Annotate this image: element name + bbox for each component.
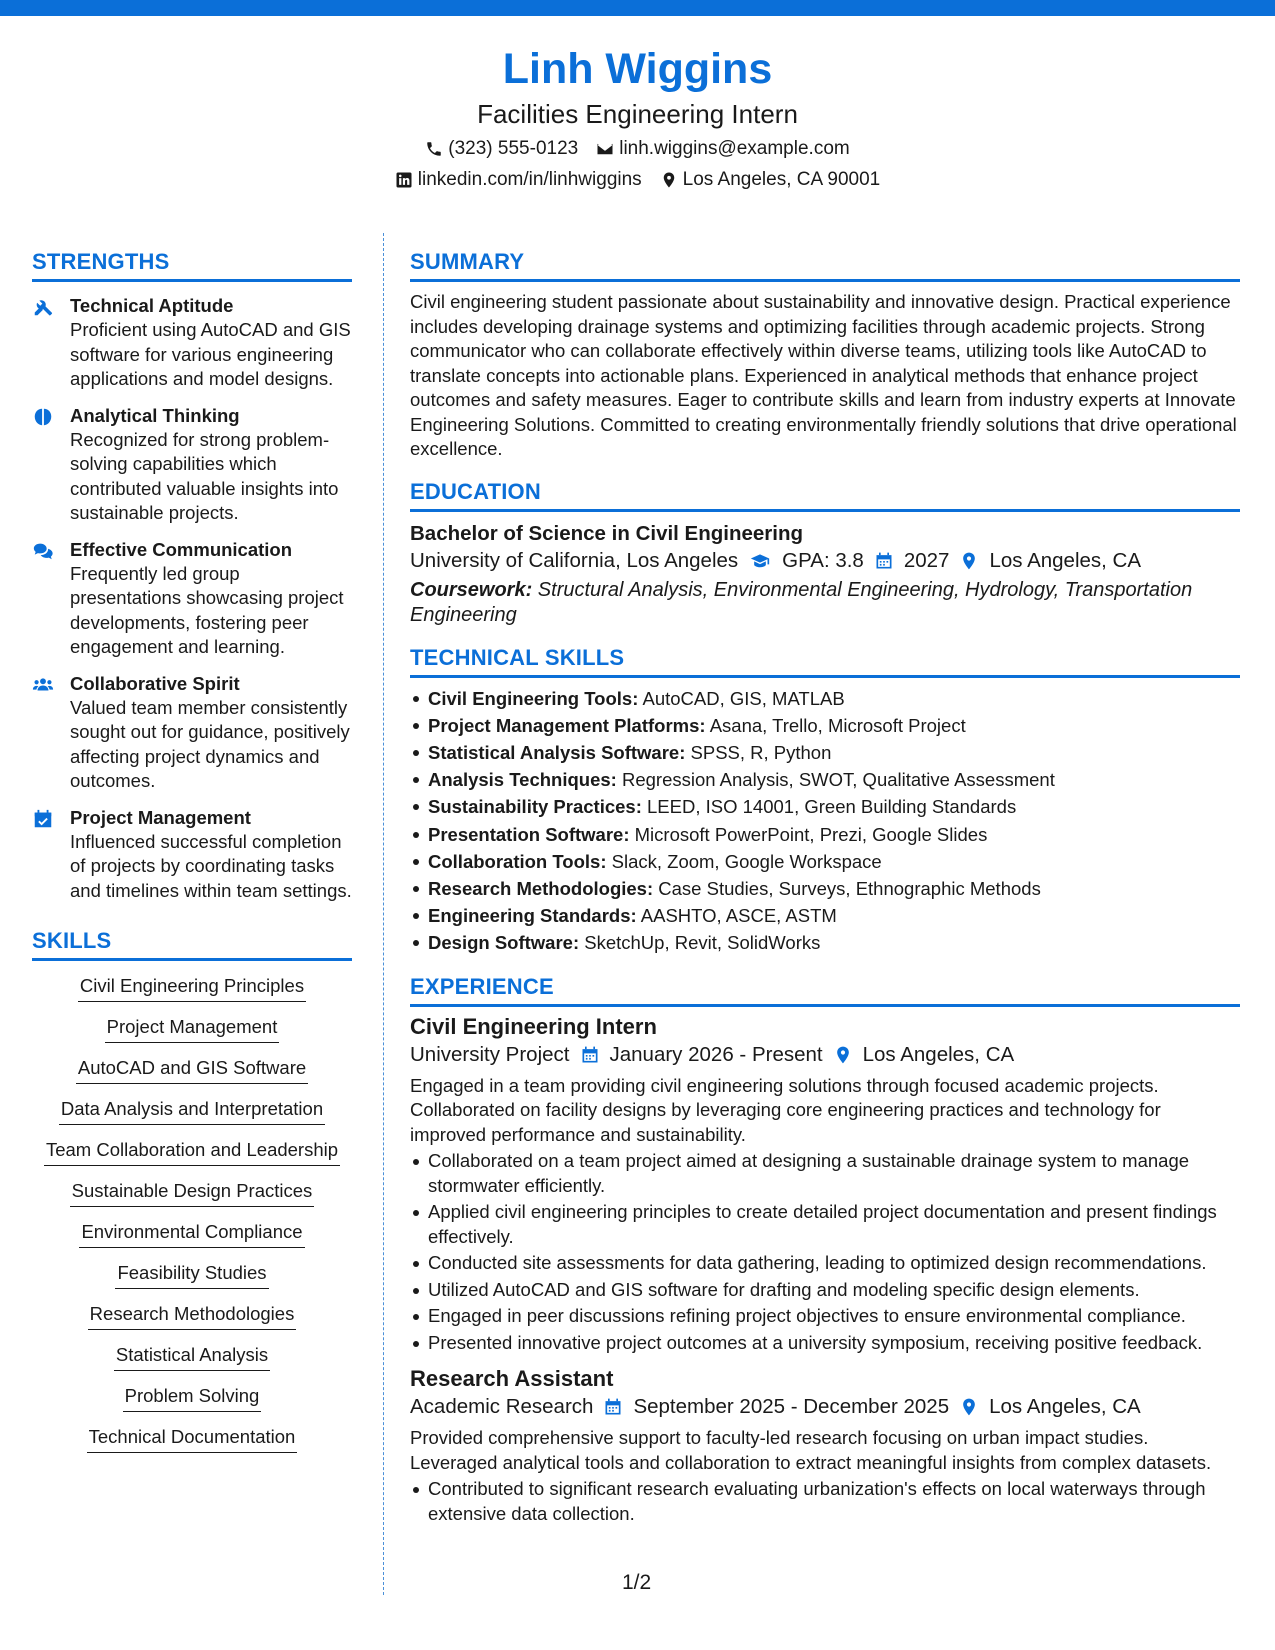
strength-item bbox=[32, 294, 352, 392]
skill-item bbox=[32, 1056, 352, 1084]
skill-label: Data Analysis and Interpretation bbox=[59, 1097, 325, 1125]
tech-skill-value: AASHTO, ASCE, ASTM bbox=[636, 905, 837, 927]
skill-item bbox=[32, 1425, 352, 1453]
skill-label: AutoCAD and GIS Software bbox=[76, 1056, 308, 1084]
tech-skill-value: Case Studies, Surveys, Ethnographic Methods bbox=[653, 877, 1041, 899]
tools-icon bbox=[32, 294, 70, 392]
tech-skill-label: Statistical Analysis Software: bbox=[428, 741, 686, 763]
location-contact bbox=[660, 167, 881, 193]
strength-title: Collaborative Spirit bbox=[70, 672, 240, 694]
technical-skills-list bbox=[410, 685, 1240, 957]
strength-item bbox=[32, 404, 352, 526]
skill-label: Environmental Compliance bbox=[79, 1220, 304, 1248]
job-description: Engaged in a team providing civil engineering solutions through focused academic projects. Collaborated on facility designs by leveraging core engineering practices and technology for improved performance and sustainability. bbox=[410, 1074, 1161, 1145]
job-bullet: Contributed to significant research evaluating urbanization's effects on local waterways through extensive data collection. bbox=[410, 1477, 1240, 1526]
degree-title: Bachelor of Science in Civil Engineering bbox=[410, 521, 804, 545]
gpa-text: GPA: 3.8 bbox=[782, 548, 864, 572]
skill-item bbox=[32, 1097, 352, 1125]
job-location: Los Angeles, CA bbox=[862, 1042, 1015, 1066]
technical-skills-heading: TECHNICAL SKILLS bbox=[410, 644, 1240, 678]
job-meta bbox=[410, 1393, 1240, 1421]
summary-text: Civil engineering student passionate about sustainability and innovative design. Practical experience includes developing drainage systems and optimizing facilities through academic projects. Strong communicator who can collaborate effectively within diverse teams, utilizing tools like AutoCAD to translate concepts into actionable plans. Experienced in analytical methods that enhance project outcomes and safety measures. Eager to contribute skills and learn from industry experts at Innovate Engineering Solutions. Committed to creating environmentally friendly solutions that drive operational excellence. bbox=[410, 291, 1237, 459]
strength-description: Frequently led group presentations showcasing project developments, fostering peer engagement and learning. bbox=[70, 562, 344, 657]
job-bullets bbox=[410, 1477, 1240, 1526]
calendar-icon bbox=[580, 1045, 600, 1065]
tech-skill-value: SPSS, R, Python bbox=[685, 741, 832, 763]
tech-skill-label: Collaboration Tools: bbox=[428, 850, 607, 872]
strength-title: Technical Aptitude bbox=[70, 295, 234, 316]
skill-label: Statistical Analysis bbox=[114, 1343, 270, 1371]
strengths-heading: STRENGTHS bbox=[32, 248, 352, 282]
tech-skill-label: Design Software: bbox=[428, 932, 580, 954]
job-entry bbox=[410, 1365, 1240, 1526]
tech-skill-value: Slack, Zoom, Google Workspace bbox=[606, 850, 882, 872]
skill-item bbox=[32, 1015, 352, 1043]
tech-skill-item bbox=[410, 712, 1240, 739]
strength-item bbox=[32, 672, 352, 794]
map-pin-icon bbox=[959, 1397, 979, 1417]
job-dates: January 2026 - Present bbox=[609, 1042, 823, 1066]
strength-title: Effective Communication bbox=[70, 538, 293, 560]
job-bullet: Collaborated on a team project aimed at designing a sustainable drainage system to manage stormwater efficiently. bbox=[410, 1149, 1240, 1198]
skill-label: Feasibility Studies bbox=[115, 1261, 268, 1289]
tech-skill-item bbox=[410, 766, 1240, 793]
strength-item bbox=[32, 806, 352, 904]
tech-skill-item bbox=[410, 902, 1240, 929]
tech-skill-item bbox=[410, 739, 1240, 766]
job-bullet: Applied civil engineering principles to create detailed project documentation and present findings effectively. bbox=[410, 1200, 1240, 1249]
candidate-name: Linh Wiggins bbox=[502, 45, 773, 93]
strength-description: Proficient using AutoCAD and GIS software for various engineering applications and model designs. bbox=[70, 319, 351, 389]
strength-title: Analytical Thinking bbox=[70, 404, 240, 426]
job-meta bbox=[410, 1041, 1240, 1069]
job-bullet: Utilized AutoCAD and GIS software for drafting and modeling specific design elements. bbox=[410, 1278, 1240, 1303]
phone-text: (323) 555-0123 bbox=[448, 138, 579, 159]
right-column bbox=[410, 248, 1240, 1526]
tech-skill-item bbox=[410, 821, 1240, 848]
skills-list bbox=[32, 974, 352, 1453]
job-organization: University Project bbox=[410, 1042, 570, 1066]
job-position: Civil Engineering Intern bbox=[410, 1013, 657, 1039]
job-description: Provided comprehensive support to faculty-led research focusing on urban impact studies. Leveraged analytical tools and collaboration to extract meaningful insights from complex datasets. bbox=[410, 1427, 1212, 1473]
tech-skill-label: Sustainability Practices: bbox=[428, 796, 642, 818]
email-text: linh.wiggins@example.com bbox=[619, 138, 850, 159]
experience-heading: EXPERIENCE bbox=[410, 973, 1240, 1007]
skill-item bbox=[32, 974, 352, 1002]
education-meta bbox=[410, 547, 1240, 575]
job-organization: Academic Research bbox=[410, 1395, 594, 1419]
map-pin-icon bbox=[959, 551, 979, 571]
map-pin-icon bbox=[833, 1045, 853, 1065]
strength-description: Valued team member consistently sought out for guidance, positively affecting project dynamics and outcomes. bbox=[70, 696, 350, 791]
school-name: University of California, Los Angeles bbox=[410, 548, 739, 572]
resume-header bbox=[0, 42, 1275, 193]
tech-skill-label: Civil Engineering Tools: bbox=[428, 687, 639, 709]
job-entry bbox=[410, 1013, 1240, 1356]
envelope-icon bbox=[596, 140, 614, 158]
skill-item bbox=[32, 1343, 352, 1371]
coursework-label: Coursework: bbox=[410, 578, 533, 601]
job-bullet: Conducted site assessments for data gathering, leading to optimized design recommendations. bbox=[410, 1251, 1240, 1276]
skill-label: Technical Documentation bbox=[87, 1425, 298, 1453]
email-contact[interactable] bbox=[596, 136, 850, 162]
skill-item bbox=[32, 1384, 352, 1412]
tech-skill-item bbox=[410, 929, 1240, 956]
tech-skill-item bbox=[410, 793, 1240, 820]
summary-heading: SUMMARY bbox=[410, 248, 1240, 282]
coursework bbox=[410, 578, 1240, 628]
skill-item bbox=[32, 1179, 352, 1207]
column-divider bbox=[383, 233, 384, 1595]
skill-item bbox=[32, 1261, 352, 1289]
contact-row-1 bbox=[0, 136, 1275, 162]
job-bullets bbox=[410, 1149, 1240, 1355]
coursework-list: Structural Analysis, Environmental Engineering, Hydrology, Transportation Engineering bbox=[410, 578, 1193, 626]
linkedin-contact[interactable] bbox=[395, 167, 642, 193]
strength-item bbox=[32, 538, 352, 660]
map-pin-icon bbox=[660, 171, 678, 189]
skills-heading: SKILLS bbox=[32, 927, 352, 961]
skill-label: Team Collaboration and Leadership bbox=[44, 1138, 340, 1166]
location-text: Los Angeles, CA 90001 bbox=[682, 169, 881, 190]
strength-description: Recognized for strong problem-solving capabilities which contributed valuable insights into sustainable projects. bbox=[70, 428, 339, 523]
contact-row-2 bbox=[0, 167, 1275, 193]
job-location: Los Angeles, CA bbox=[989, 1395, 1141, 1419]
skill-item bbox=[32, 1220, 352, 1248]
skill-label: Civil Engineering Principles bbox=[78, 974, 306, 1002]
tech-skill-item bbox=[410, 875, 1240, 902]
strength-title: Project Management bbox=[70, 806, 251, 828]
job-bullet: Presented innovative project outcomes at a university symposium, receiving positive feedback. bbox=[410, 1331, 1240, 1356]
phone-icon bbox=[425, 140, 443, 158]
tech-skill-label: Engineering Standards: bbox=[428, 905, 637, 927]
left-column bbox=[32, 248, 352, 1453]
top-accent-bar bbox=[0, 0, 1275, 16]
tech-skill-label: Research Methodologies: bbox=[428, 877, 654, 899]
skill-item bbox=[32, 1302, 352, 1330]
education-heading: EDUCATION bbox=[410, 478, 1240, 512]
skill-label: Research Methodologies bbox=[88, 1302, 297, 1330]
tech-skill-item bbox=[410, 685, 1240, 712]
job-dates: September 2025 - December 2025 bbox=[633, 1395, 950, 1419]
phone-contact[interactable] bbox=[425, 136, 578, 162]
calendar-icon bbox=[874, 551, 894, 571]
skill-item bbox=[32, 1138, 352, 1166]
tech-skill-value: Asana, Trello, Microsoft Project bbox=[705, 714, 966, 736]
job-position: Research Assistant bbox=[410, 1366, 614, 1392]
tech-skill-value: Regression Analysis, SWOT, Qualitative Assessment bbox=[616, 769, 1055, 791]
linkedin-icon bbox=[395, 171, 413, 189]
job-title: Facilities Engineering Intern bbox=[477, 99, 798, 129]
tech-skill-label: Presentation Software: bbox=[428, 823, 630, 845]
graduation-cap-icon bbox=[748, 551, 772, 571]
users-icon bbox=[32, 672, 70, 794]
comments-icon bbox=[32, 538, 70, 660]
tech-skill-value: AutoCAD, GIS, MATLAB bbox=[638, 687, 845, 709]
graduation-year: 2027 bbox=[903, 548, 950, 572]
page-number: 1/2 bbox=[622, 1571, 652, 1594]
tech-skill-item bbox=[410, 848, 1240, 875]
tech-skill-label: Analysis Techniques: bbox=[428, 769, 617, 791]
skill-label: Project Management bbox=[105, 1015, 280, 1043]
linkedin-text: linkedin.com/in/linhwiggins bbox=[417, 169, 642, 190]
brain-icon bbox=[32, 404, 70, 526]
skill-label: Problem Solving bbox=[123, 1384, 262, 1412]
job-bullet: Engaged in peer discussions refining project objectives to ensure environmental compliance. bbox=[410, 1304, 1240, 1329]
calendar-icon bbox=[603, 1397, 623, 1417]
tech-skill-value: SketchUp, Revit, SolidWorks bbox=[579, 932, 821, 954]
tech-skill-value: Microsoft PowerPoint, Prezi, Google Slides bbox=[629, 823, 988, 845]
tech-skill-value: LEED, ISO 14001, Green Building Standards bbox=[641, 796, 1017, 818]
strength-description: Influenced successful completion of projects by coordinating tasks and timelines within team settings. bbox=[70, 830, 352, 901]
tech-skill-label: Project Management Platforms: bbox=[428, 714, 706, 736]
education-location: Los Angeles, CA bbox=[989, 548, 1142, 572]
skill-label: Sustainable Design Practices bbox=[70, 1179, 315, 1207]
calendar-check-icon bbox=[32, 806, 70, 904]
